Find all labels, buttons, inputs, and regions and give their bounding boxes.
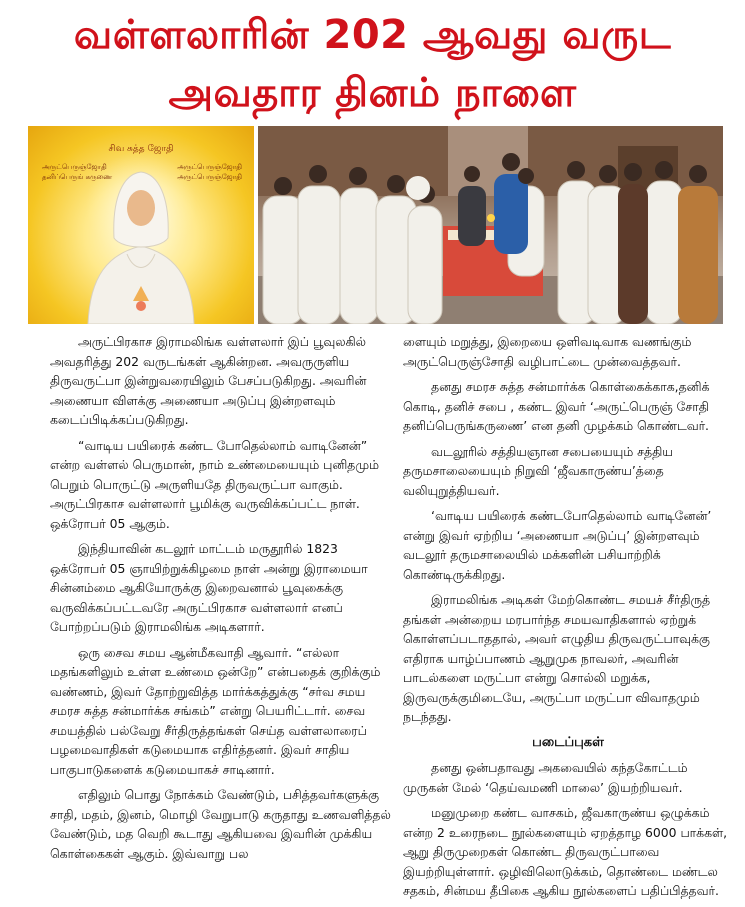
portrait-right-text-1: அருட்பெருஞ்ஜோதி [177, 163, 242, 171]
right-paragraph-4: ‘வாடிய பயிரைக் கண்டபோதெல்லாம் வாடினேன்’ என்று இவர் ஏற்றிய ‘அணையா அடுப்பு’ இன்றளவும் வடலூர் தருமசாலையில் மக்களின் பசியாற்றிக் கொண்டிருக்கிறது. [403, 508, 712, 582]
right-text-column [403, 332, 733, 907]
right-paragraph-5: இராமலிங்க அடிகள் மேற்கொண்ட சமயச் சீர்திருத் தங்கள் அன்றைய மரபார்ந்த சமயவாதிகளால் ஏற்றுக் கொள்ளப்படாததால், அவர் எழுதிய திருவருட்பாவுக்கு எதிராக யாழ்ப்பாணம் ஆறுமுக நாவலர், அவரின் பாடல்களை மருட்பா என்று சொல்லி மறுக்க, இருவருக்குமிடையே, அருட்பா மருட்பா விவாதமும் நடந்தது. [403, 592, 711, 724]
headline-line-2: அவதார தினம் நாளை [168, 70, 577, 116]
saint-figure-illustration [28, 126, 254, 324]
right-paragraph-7: மனுமுறை கண்ட வாசகம், ஜீவகாருண்ய ஒழுக்கம் என்ற 2 உரைநடை நூல்களையும் ஏறத்தாழ 6000 பாக்கள், ஆறு திருமுறைகள் கொண்ட திருவருட்பாவை இயற்றியுள்ளார். ஒழிவிலொடுக்கம், தொண்டை மண்டல சதகம், சின்மய தீபிகை ஆகிய நூல்களைப் பதிப்பித்தவர். [403, 805, 728, 898]
portrait-right-text-2: அருட்பெருஞ்ஜோதி [177, 173, 242, 181]
headline [0, 6, 745, 122]
right-paragraph-2: தனது சமரச சுத்த சன்மார்க்க கொள்கைக்காக,தனிக் கொடி, தனிச் சபை , கண்ட இவர் ‘அருட்பெருஞ் சோதி தனிப்பெருங்கருணை’ என தனி முழக்கம் கொண்டவர். [403, 379, 710, 433]
portrait-left-text [42, 162, 112, 182]
left-paragraph-2: “வாடிய பயிரைக் கண்ட போதெல்லாம் வாடினேன்” என்ற வள்ளல் பெருமான், நாம் உண்மையையும் புனிதமும் பெறும் பொருட்டு அருளியதே திருவருட்பா வாகும். அருட்பிரகாச வள்ளலார் பூமிக்கு வருவிக்கப்பட்ட நாள். ஒக்ரோபர் 05 ஆகும். [50, 437, 379, 531]
left-paragraph-4: ஒரு சைவ சமய ஆன்மீகவாதி ஆவார். “எல்லா மதங்களிலும் உள்ள உண்மை ஒன்றே” என்பதைக் குறிக்கும் வண்ணம், இவர் தோற்றுவித்த மார்க்கத்துக்கு “சர்வ சமய சமரச சுத்த சன்மார்க்க சங்கம்” என்று பெயரிட்டார். சைவ சமயத்தில் பல்வேறு சீர்திருத்தங்கள் செய்த வள்ளலாரைப் பழமைவாதிகள் கடுமையாக எதிர்த்தனர். இவர் சாதிய பாகுபாடுகளைக் கடுமையாகச் சாடினார். [50, 644, 381, 777]
portrait-left-text-2: தனிப்பெருங் கருணை [42, 173, 113, 181]
right-paragraph-6: தனது ஒன்பதாவது அகவையில் கந்தகோட்டம் முருகன் மேல் ‘தெய்வமணி மாலை’ இயற்றியவர். [403, 760, 688, 795]
portrait-caption: சிவ சுத்த ஜோதி [108, 144, 174, 154]
saint-portrait-photo [28, 126, 254, 324]
left-paragraph-3: இந்தியாவின் கடலூர் மாட்டம் மருதூரில் 1823 ஒக்ரோபர் 05 ஞாயிற்றுக்கிழமை நாள் அன்று இராமையா சின்னம்மை ஆகியோருக்கு இறைவனால் பூவுகைக்கு வருவிக்கப்பட்டவரே அருட்பிரகாச வள்ளலார் எனப் போற்றப்படும் இராமலிங்க அடிகளார். [50, 541, 368, 634]
ceremony-photo [258, 126, 723, 324]
portrait-left-text-1: அருட்பெருஞ்ஜோதி [42, 163, 107, 171]
ceremony-scene-illustration [258, 126, 723, 324]
left-paragraph-5: எதிலும் பொது நோக்கம் வேண்டும், பசித்தவர்களுக்கு சாதி, மதம், இனம், மொழி வேறுபாடு கருதாது உணவளித்தல் வேண்டும், மத வெறி கூடாது ஆகியவை இவரின் முக்கிய கொள்கைகள் ஆகும். இவ்வாறு பல [50, 787, 391, 861]
right-paragraph-3: வடலூரில் சத்தியஞான சபையையும் சத்திய தருமசாலையையும் நிறுவி ‘ஜீவகாருண்ய’த்தை வலியுறுத்தியவர். [403, 443, 673, 498]
left-paragraph-1: அருட்பிரகாச இராமலிங்க வள்ளலார் இப் பூவுலகில் அவதரித்து 202 வருடங்கள் ஆகின்றன. அவருருளிய திருவருட்பா இன்றுவரையிலும் பேசப்படுகிறது. அவரின் அணையா விளக்கு அணையா அடுப்பு இன்றளவும் கடைப்பிடிக்கப்படுகிறது. [50, 334, 367, 427]
portrait-right-text [177, 162, 242, 182]
left-text-column [50, 332, 395, 869]
right-paragraph-1: ளையும் மறுத்து, இறையை ஒளிவடிவாக வணங்கும் அருட்பெருஞ்சோதி வழிபாட்டை முன்வைத்தவர். [403, 334, 692, 369]
headline-line-1: வள்ளலாரின் 202 ஆவது வருட [73, 12, 672, 58]
section-heading-works: படைப்புகள் [532, 734, 604, 750]
